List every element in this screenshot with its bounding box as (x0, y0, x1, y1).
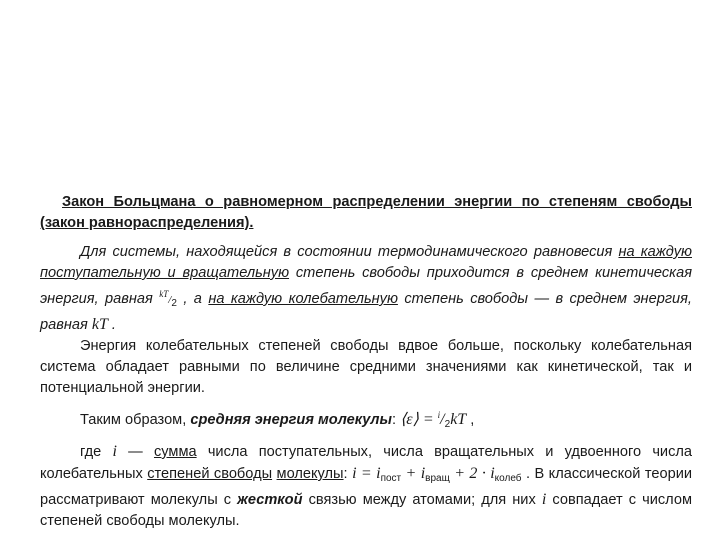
subscript: вращ (425, 473, 450, 484)
text-run: степень свободы приходится в среднем кинетическая энергия, равная (40, 265, 692, 307)
section-heading: Закон Больцмана о равномерном распределении энергии по степеням свободы (закон равнораспределения). (40, 194, 692, 231)
subscript: пост (380, 473, 402, 484)
underlined-text: на каждую колебательную (208, 291, 398, 307)
text-run: , а (176, 291, 209, 307)
paragraph-vibrational-energy: Энергия колебательных степеней свободы вдвое больше, поскольку колебательная система обладает равными по величине средними значениями как кинетической, так и потенциальной энергии. (40, 338, 692, 396)
symbol-i: i (420, 465, 426, 482)
text-run: связью между атомами; для них (302, 492, 542, 508)
paragraph-mean-energy (40, 405, 692, 435)
text-run: Таким образом, (80, 412, 191, 428)
formula-i-sum (352, 465, 521, 482)
text-run: — (116, 444, 154, 460)
fraction-numerator: i (437, 410, 441, 420)
text-run: , (466, 412, 475, 428)
text-run: . (107, 317, 116, 333)
fraction-numerator: kT (159, 289, 169, 299)
text-run: . В классической теории рассматривают молекулы с (40, 466, 693, 508)
text-run: : (391, 412, 401, 428)
symbol-i: i (490, 465, 495, 482)
fraction-denominator: 2 (171, 298, 177, 309)
text-run: Для системы, находящейся в состоянии термодинамического равновесия (80, 244, 619, 260)
formula-mean-energy: ⟨ε⟩ = $^i/_2kT$ (400, 410, 467, 430)
symbol-i: i (352, 465, 357, 482)
formula-kt: kT (450, 411, 467, 428)
symbol-i: i (541, 491, 547, 508)
subscript: колеб (494, 473, 522, 484)
underlined-text: молекулы (276, 466, 344, 482)
document-body (40, 192, 692, 532)
formula-lhs: ⟨ε⟩ = (400, 411, 438, 428)
paragraph-degrees-sum (40, 441, 692, 532)
bold-term: средняя энергия молекулы (190, 412, 392, 428)
text-run: степень свободы — в среднем энергия, равная (40, 291, 692, 333)
text-run: числа поступательных, числа вращательных и удвоенного числа колебательных (40, 444, 693, 482)
underlined-text: степеней свободы (147, 466, 273, 482)
symbol-i: i (112, 443, 117, 460)
formula-kt-over-2: $^{kT}$/2 (159, 289, 177, 309)
text-run: совпадает с числом степеней свободы молекулы. (40, 492, 693, 529)
text-run: : (343, 466, 353, 482)
fraction-denominator: 2 (444, 419, 451, 430)
underlined-text: на каждую поступательную и вращательную (40, 244, 692, 281)
symbol-i: i (376, 465, 381, 482)
bold-italic-term: жесткой (237, 492, 303, 508)
paragraph-law-statement (40, 242, 692, 336)
text-run: где (80, 444, 113, 460)
formula-kt: kT (91, 316, 108, 333)
formula-operator: + (401, 465, 421, 482)
formula-operator: + 2 · (449, 465, 491, 482)
formula-operator: = (356, 465, 377, 482)
underlined-text: сумма (153, 444, 197, 460)
